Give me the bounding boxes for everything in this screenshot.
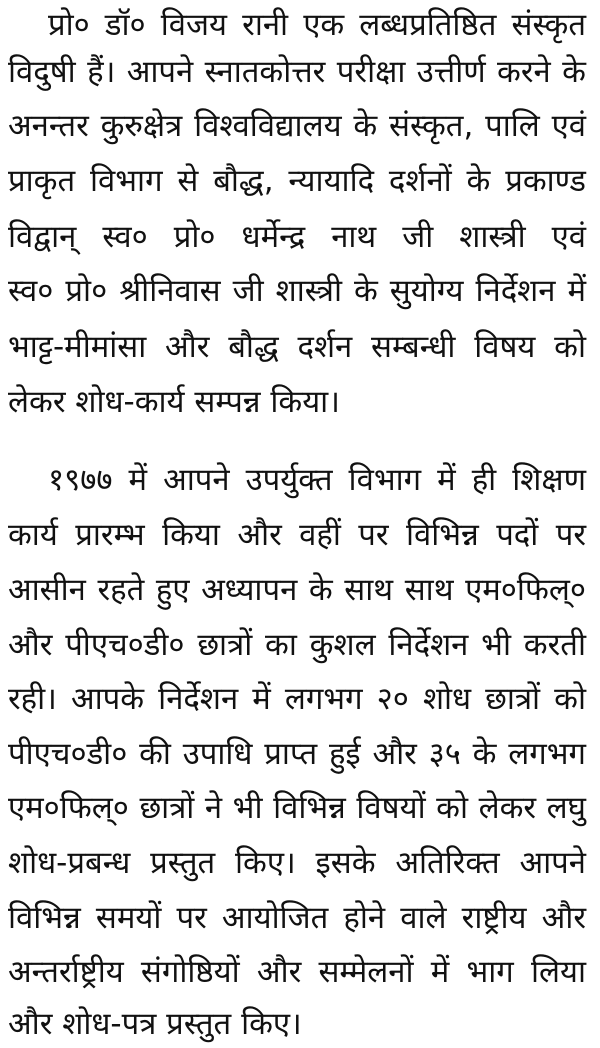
paragraph-line: कार्य प्रारम्भ किया और वहीं पर विभिन्न पदों पर xyxy=(8,517,586,553)
paragraph-line: विभिन्न समयों पर आयोजित होने वाले राष्ट्रीय और xyxy=(8,900,586,936)
paragraph-line: और पीएच०डी० छात्रों का कुशल निर्देशन भी करती xyxy=(8,627,586,663)
paragraph-line: अन्तर्राष्ट्रीय संगोष्ठियों और सम्मेलनों में भाग लिया xyxy=(8,954,586,990)
paragraph-line: आसीन रहते हुए अध्यापन के साथ साथ एम०फिल्० xyxy=(8,572,586,608)
paragraph-line: रही। आपके निर्देशन में लगभग २० शोध छात्रों को xyxy=(8,681,586,717)
paragraph-line: शोध-प्रबन्ध प्रस्तुत किए। इसके अतिरिक्त आपने xyxy=(8,845,586,881)
paragraph-line: और शोध-पत्र प्रस्तुत किए। xyxy=(8,1006,302,1042)
paragraph-line: लेकर शोध-कार्य सम्पन्न किया। xyxy=(8,384,340,420)
paragraph-line: विद्वान् स्व० प्रो० धर्मेन्द्र नाथ जी शास्त्री एवं xyxy=(8,219,586,255)
paragraph-line: पीएच०डी० की उपाधि प्राप्त हुई और ३५ के लगभग xyxy=(8,736,586,772)
paragraph-line: एम०फिल्० छात्रों ने भी विभिन्न विषयों को लेकर लघु xyxy=(8,790,586,826)
paragraph-line: अनन्तर कुरुक्षेत्र विश्वविद्यालय के संस्कृत, पालि एवं xyxy=(8,108,586,144)
paragraph-line: विदुषी हैं। आपने स्नातकोत्तर परीक्षा उत्तीर्ण करने के xyxy=(8,54,586,90)
paragraph-line: प्रो० डॉ० विजय रानी एक लब्धप्रतिष्ठित संस्कृत xyxy=(48,7,586,43)
paragraph-line: १९७७ में आपने उपर्युक्त विभाग में ही शिक्षण xyxy=(48,462,586,498)
paragraph-line: स्व० प्रो० श्रीनिवास जी शास्त्री के सुयोग्य निर्देशन में xyxy=(8,273,586,309)
paragraph-line: प्राकृत विभाग से बौद्ध, न्यायादि दर्शनों के प्रकाण्ड xyxy=(8,163,586,199)
paragraph-line: भाट्ट-मीमांसा और बौद्ध दर्शन सम्बन्धी विषय को xyxy=(8,329,586,365)
